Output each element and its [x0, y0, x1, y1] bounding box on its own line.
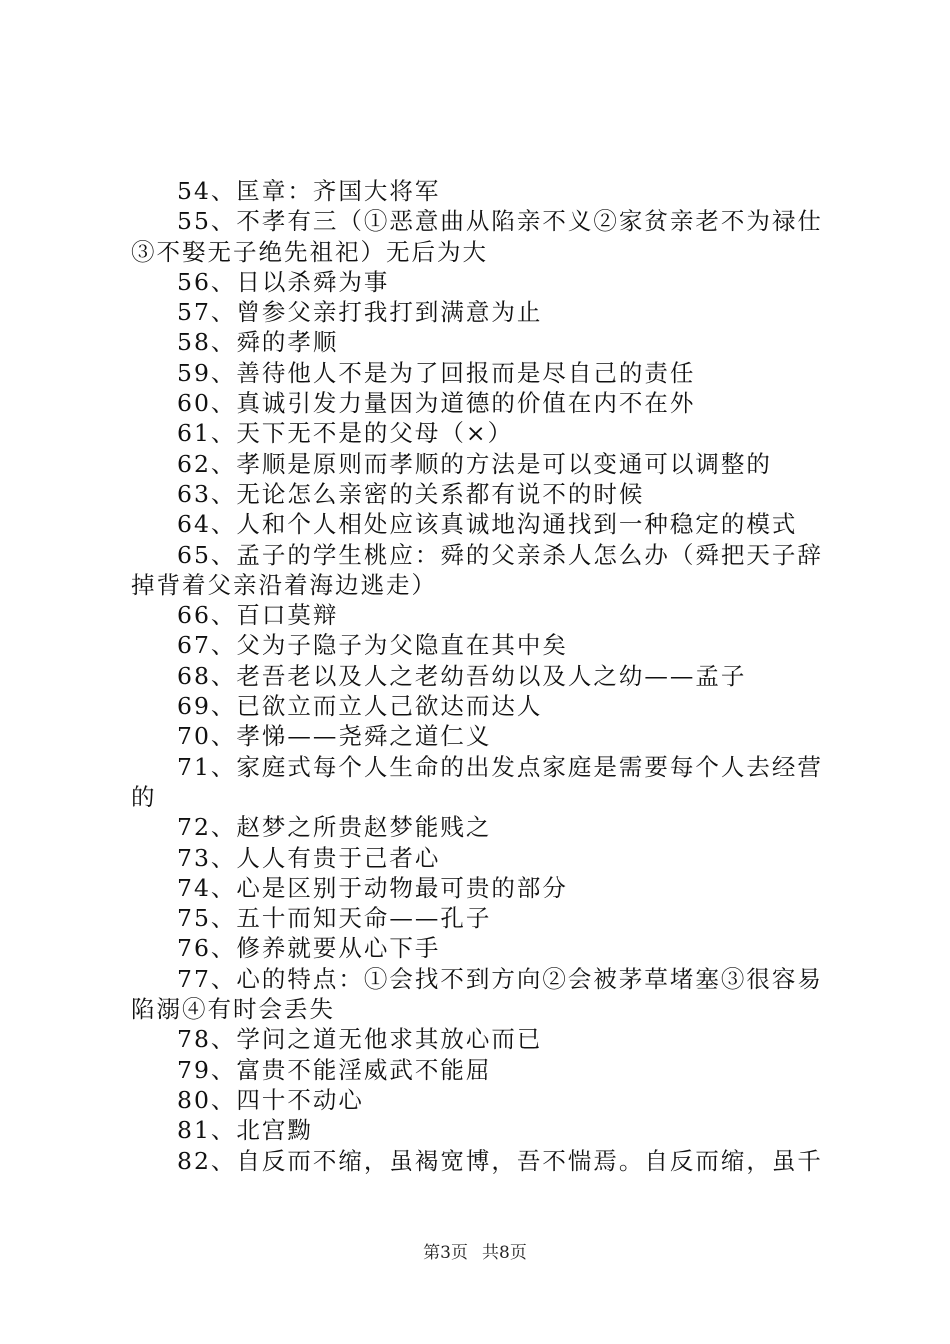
page-footer	[0, 1243, 950, 1263]
list-item: 77、心的特点：①会找不到方向②会被茅草堵塞③很容易陷溺④有时会丢失	[131, 964, 823, 1024]
list-item: 70、孝悌——尧舜之道仁义	[177, 722, 492, 751]
page-number-current: 第3页	[423, 1243, 468, 1263]
list-item: 66、百口莫辩	[177, 601, 339, 630]
list-item: 57、曾参父亲打我打到满意为止	[177, 298, 543, 327]
list-item: 76、修养就要从心下手	[177, 934, 441, 963]
list-item: 73、人人有贵于己者心	[177, 843, 441, 872]
list-item: 78、学问之道无他求其放心而已	[177, 1025, 543, 1054]
list-item: 71、家庭式每个人生命的出发点家庭是需要每个人去经营的	[131, 752, 823, 811]
list-item: 68、老吾老以及人之老幼吾幼以及人之幼——孟子	[177, 661, 747, 690]
list-item: 60、真诚引发力量因为道德的价值在内不在外	[177, 389, 696, 418]
list-item: 64、人和个人相处应该真诚地沟通找到一种稳定的模式	[177, 510, 798, 539]
list-item: 55、不孝有三（①恶意曲从陷亲不义②家贫亲老不为禄仕③不娶无子绝先祖祀）无后为大	[131, 207, 823, 266]
list-item: 63、无论怎么亲密的关系都有说不的时候	[177, 479, 645, 508]
list-item: 74、心是区别于动物最可贵的部分	[177, 873, 568, 902]
list-item: 65、孟子的学生桃应：舜的父亲杀人怎么办（舜把天子辞掉背着父亲沿着海边逃走）	[131, 540, 823, 599]
list-item: 56、日以杀舜为事	[177, 267, 390, 296]
page-number-total: 共8页	[482, 1243, 527, 1263]
list-item: 75、五十而知天命——孔子	[177, 904, 492, 933]
list-item: 62、孝顺是原则而孝顺的方法是可以变通可以调整的	[177, 449, 772, 478]
list-item: 69、已欲立而立人己欲达而达人	[177, 692, 543, 721]
list-item: 79、富贵不能淫威武不能屈	[177, 1055, 492, 1084]
list-item: 58、舜的孝顺	[177, 328, 339, 357]
list-item: 72、赵梦之所贵赵梦能贱之	[177, 813, 492, 842]
document-body	[131, 176, 831, 1176]
list-item: 59、善待他人不是为了回报而是尽自己的责任	[177, 358, 696, 387]
list-item: 54、匡章：齐国大将军	[177, 177, 441, 205]
list-item: 81、北宫黝	[177, 1116, 313, 1145]
list-item: 61、天下无不是的父母（×）	[177, 419, 514, 448]
list-item: 80、四十不动心	[177, 1085, 364, 1114]
list-item: 67、父为子隐子为父隐直在其中矣	[177, 631, 568, 660]
list-item: 82、自反而不缩，虽褐宽博，吾不惴焉。自反而缩，虽千	[177, 1146, 823, 1175]
